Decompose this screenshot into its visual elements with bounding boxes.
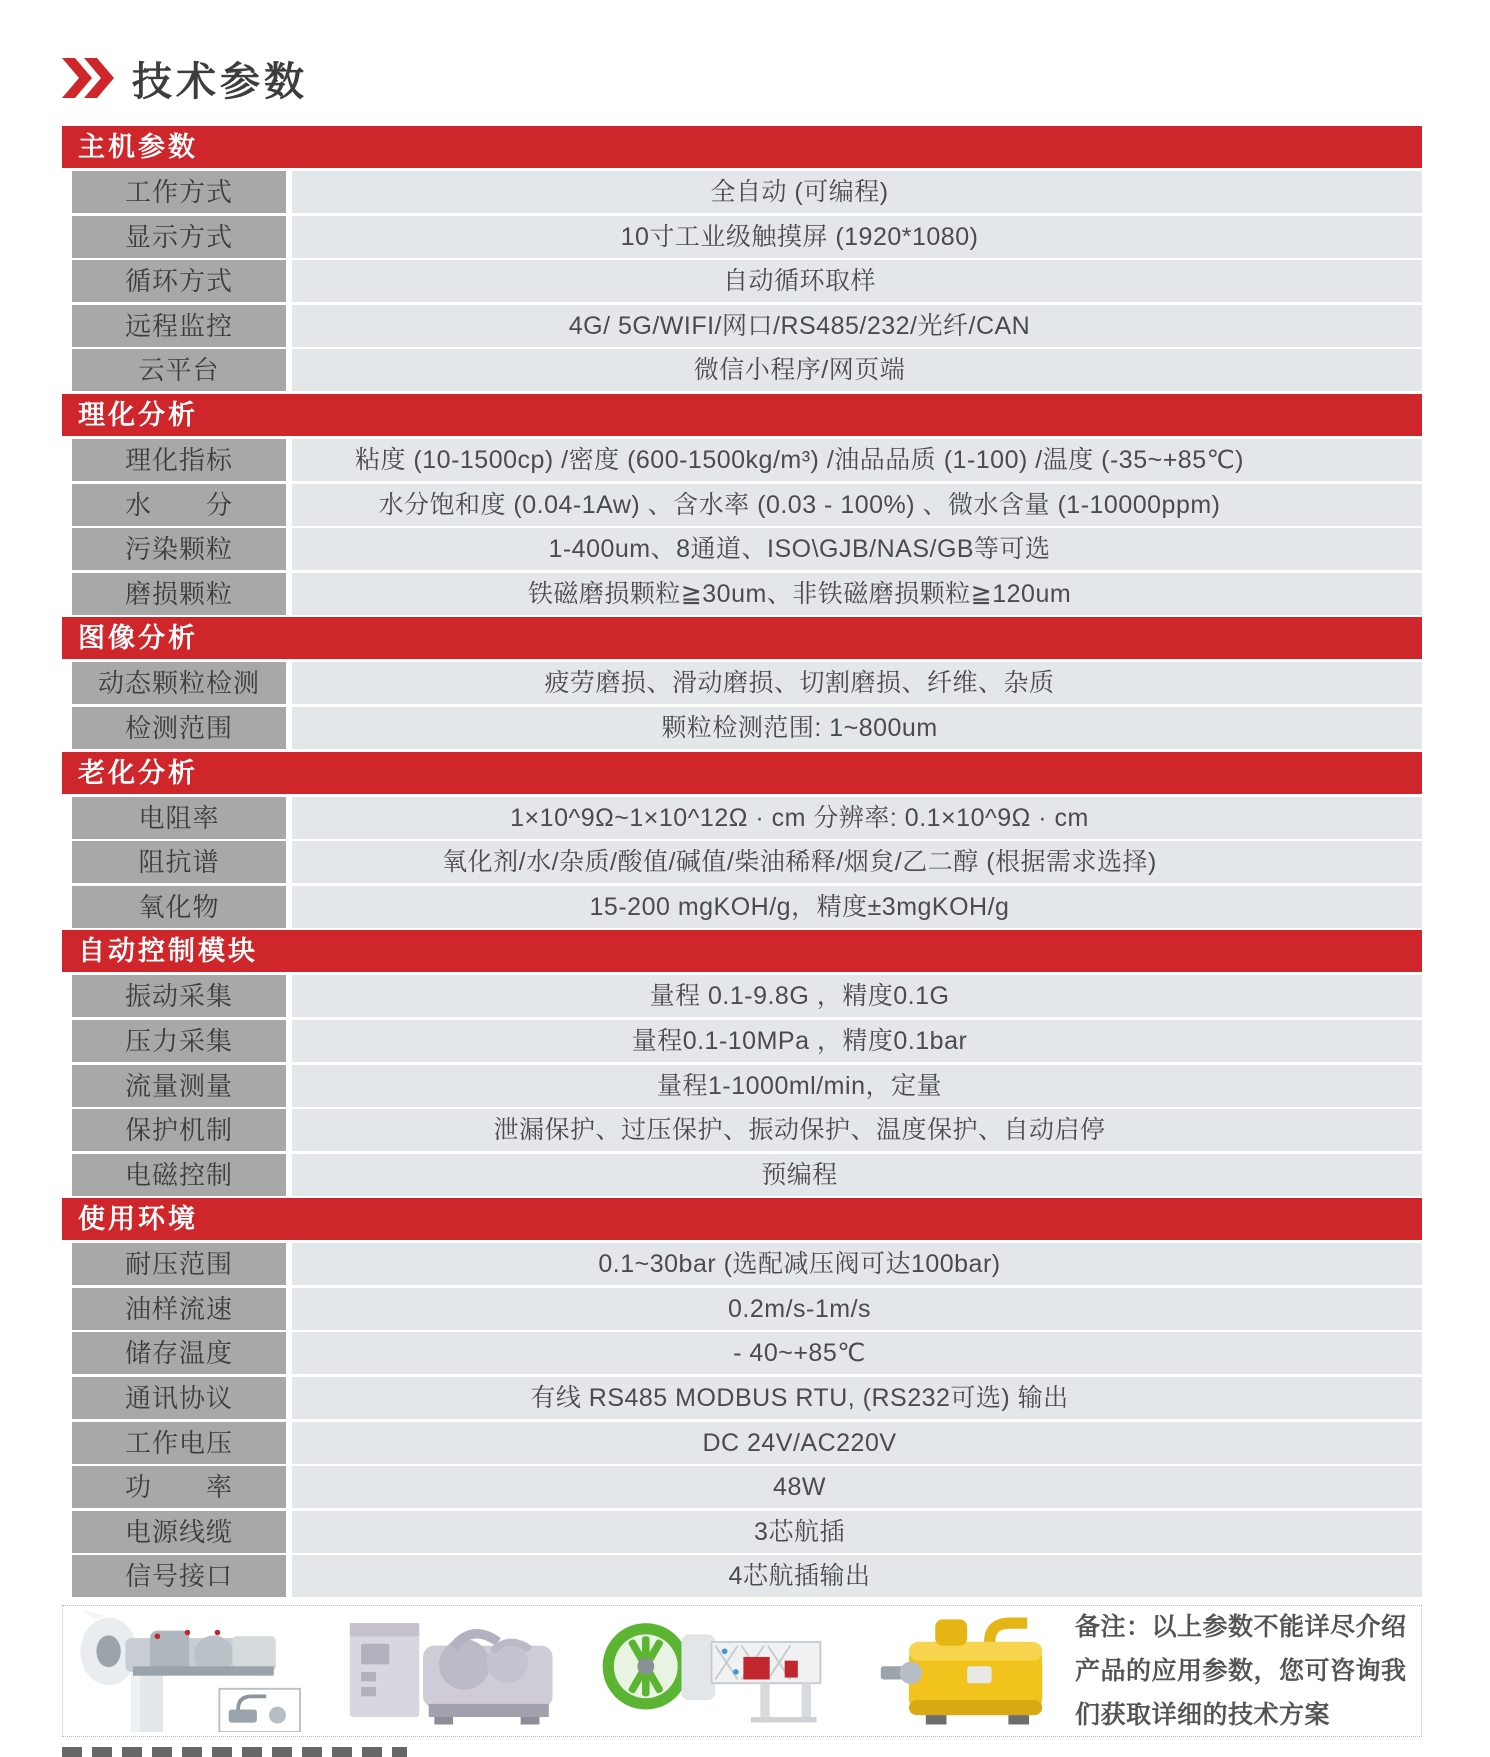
spec-value: 4G/ 5G/WIFI/网口/RS485/232/光纤/CAN: [568, 311, 1031, 340]
spec-row: [62, 484, 1422, 526]
clipped-bottom-text: [62, 1747, 407, 1757]
note-text: 备注：以上参数不能详尽介绍产品的应用参数，您可咨询我们获取详细的技术方案: [1075, 1613, 1407, 1730]
spec-value: 48W: [773, 1473, 826, 1502]
page-title-bar: [62, 52, 1422, 104]
page-title: 技术参数: [132, 59, 308, 104]
spec-value: 1-400um、8通道、ISO\GJB/NAS/GB等可选: [548, 535, 1051, 564]
spec-row: [62, 1466, 1422, 1508]
spec-row: [62, 886, 1422, 928]
spec-value: 有线 RS485 MODBUS RTU, (RS232可选) 输出: [530, 1384, 1069, 1413]
spec-label: 电源线缆: [72, 1511, 286, 1553]
spec-table: [62, 126, 1422, 1597]
spec-label: 阻抗谱: [72, 841, 286, 883]
spec-label: 工作方式: [72, 171, 286, 213]
spec-row: [62, 1422, 1422, 1464]
spec-value: 1×10^9Ω~1×10^12Ω · cm 分辨率: 0.1×10^9Ω · cm: [510, 803, 1089, 832]
spec-row: [62, 1243, 1422, 1285]
spec-value: 粘度 (10-1500cp) /密度 (600-1500kg/m³) /油品品质 (1-100) /温度 (-35~+85℃): [354, 445, 1245, 474]
spec-value: 颗粒检测范围: 1~800um: [661, 713, 938, 742]
spec-value: 量程1-1000ml/min，定量: [657, 1071, 942, 1100]
spec-value: 10寸工业级触摸屏 (1920*1080): [620, 222, 979, 251]
yellow-chiller-compressor-image: [871, 1610, 1067, 1732]
spec-label: 油样流速: [72, 1288, 286, 1330]
steam-turbine-generator-image: [335, 1610, 573, 1732]
spec-value: - 40~+85℃: [733, 1339, 866, 1368]
spec-value: 15-200 mgKOH/g，精度±3mgKOH/g: [589, 892, 1010, 921]
application-images-box: [62, 1605, 1422, 1737]
spec-row: [62, 1555, 1422, 1597]
spec-row: [62, 1154, 1422, 1196]
spec-value: 量程0.1-10MPa ，精度0.1bar: [631, 1026, 968, 1055]
spec-row: [62, 1109, 1422, 1151]
spec-label: 电磁控制: [72, 1154, 286, 1196]
spec-label: 压力采集: [72, 1020, 286, 1062]
spec-value: 氧化剂/水/杂质/酸值/碱值/柴油稀释/烟炱/乙二醇 (根据需求选择): [442, 848, 1157, 877]
spec-label: 保护机制: [72, 1109, 286, 1151]
wind-turbine-gearbox-image: [69, 1610, 319, 1732]
section-header: 自动控制模块: [62, 930, 1422, 972]
spec-row: [62, 260, 1422, 302]
spec-label: 理化指标: [72, 439, 286, 481]
spec-label: 信号接口: [72, 1555, 286, 1597]
spec-value: 水分饱和度 (0.04-1Aw) 、含水率 (0.03 - 100%) 、微水含量 (1-10000ppm): [378, 490, 1221, 519]
spec-value: DC 24V/AC220V: [702, 1428, 897, 1457]
spec-row: [62, 1020, 1422, 1062]
spec-label: 显示方式: [72, 216, 286, 258]
spec-row: [62, 662, 1422, 704]
spec-value: 4芯航插输出: [728, 1562, 871, 1591]
spec-value: 铁磁磨损颗粒≧30um、非铁磁磨损颗粒≧120um: [527, 579, 1072, 608]
spec-value: 疲劳磨损、滑动磨损、切割磨损、纤维、杂质: [544, 669, 1055, 698]
spec-row: [62, 707, 1422, 749]
spec-row: [62, 1288, 1422, 1330]
spec-label: 耐压范围: [72, 1243, 286, 1285]
spec-row: [62, 171, 1422, 213]
spec-label: 储存温度: [72, 1332, 286, 1374]
spec-label: 电阻率: [72, 797, 286, 839]
clipped-text-fragment: [62, 1747, 407, 1757]
spec-value: 量程 0.1-9.8G ，精度0.1G: [649, 982, 950, 1011]
spec-label: 云平台: [72, 349, 286, 391]
spec-label: 通讯协议: [72, 1377, 286, 1419]
spec-label: 功 率: [72, 1466, 286, 1508]
spec-row: [62, 1065, 1422, 1107]
section-header: 主机参数: [62, 126, 1422, 168]
spec-label: 磨损颗粒: [72, 573, 286, 615]
spec-row: [62, 573, 1422, 615]
spec-value: 0.1~30bar (选配减压阀可达100bar): [598, 1250, 1001, 1279]
spec-row: [62, 797, 1422, 839]
spec-row: [62, 349, 1422, 391]
spec-row: [62, 216, 1422, 258]
spec-label: 氧化物: [72, 886, 286, 928]
double-chevron-icon: [62, 58, 114, 98]
spec-page: [62, 0, 1422, 1737]
spec-value: 3芯航插: [754, 1517, 845, 1546]
spec-label: 循环方式: [72, 260, 286, 302]
spec-value: 预编程: [761, 1160, 838, 1189]
spec-label: 检测范围: [72, 707, 286, 749]
tunnel-boring-machine-image: [593, 1610, 845, 1732]
spec-label: 流量测量: [72, 1065, 286, 1107]
section-header: 图像分析: [62, 617, 1422, 659]
spec-label: 污染颗粒: [72, 528, 286, 570]
spec-value: 泄漏保护、过压保护、振动保护、温度保护、自动启停: [493, 1116, 1106, 1145]
spec-row: [62, 1511, 1422, 1553]
spec-row: [62, 439, 1422, 481]
spec-value: 全自动 (可编程): [710, 178, 889, 206]
spec-row: [62, 841, 1422, 883]
spec-label: 远程监控: [72, 305, 286, 347]
spec-row: [62, 305, 1422, 347]
spec-value: 微信小程序/网页端: [693, 356, 906, 385]
spec-row: [62, 1377, 1422, 1419]
spec-value: 自动循环取样: [722, 267, 876, 296]
spec-value: 0.2m/s-1m/s: [727, 1294, 872, 1323]
section-header: 使用环境: [62, 1198, 1422, 1240]
section-header: 老化分析: [62, 752, 1422, 794]
spec-label: 水 分: [72, 484, 286, 526]
spec-row: [62, 528, 1422, 570]
spec-label: 动态颗粒检测: [72, 662, 286, 704]
spec-row: [62, 1332, 1422, 1374]
spec-label: 振动采集: [72, 975, 286, 1017]
spec-row: [62, 975, 1422, 1017]
section-header: 理化分析: [62, 394, 1422, 436]
spec-label: 工作电压: [72, 1422, 286, 1464]
